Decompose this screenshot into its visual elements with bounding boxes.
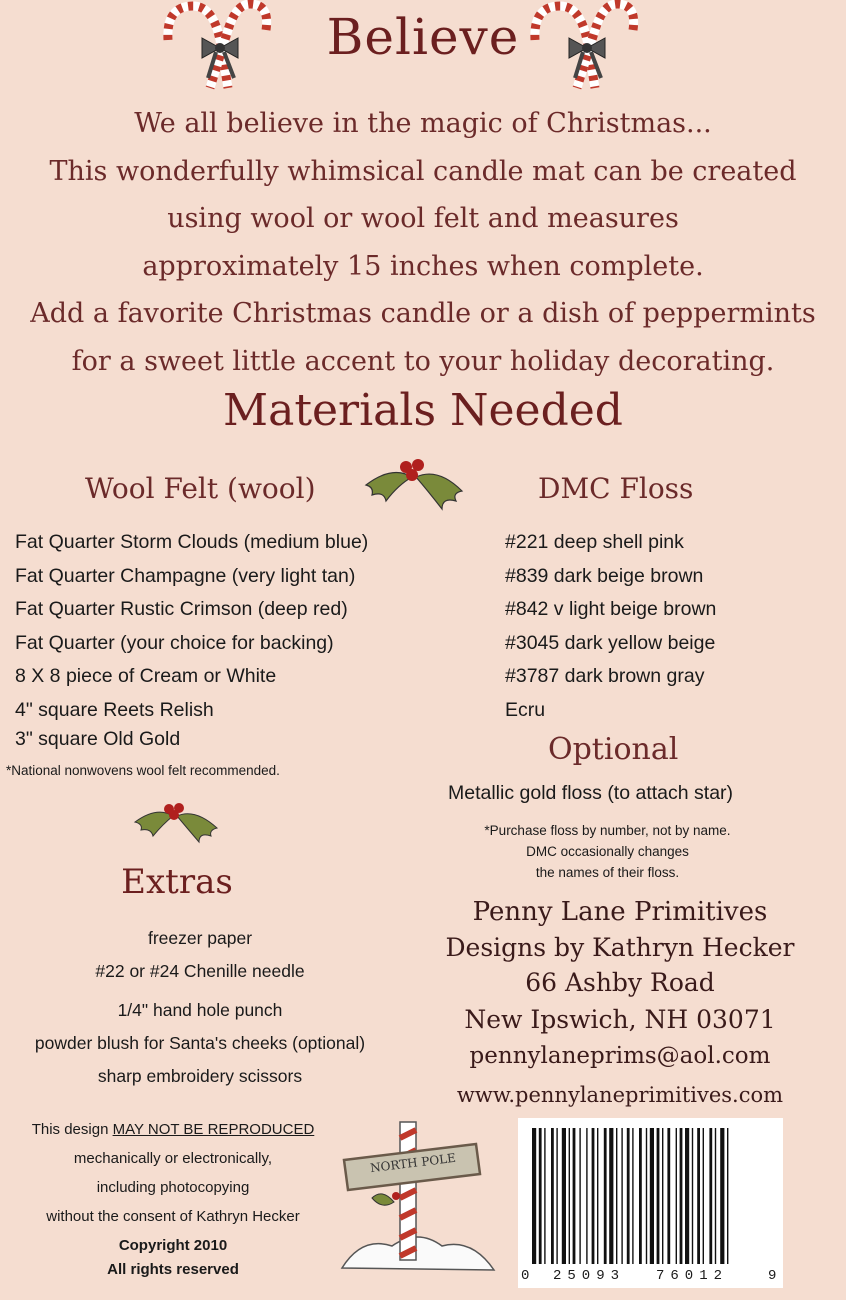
- legal-line: without the consent of Kathryn Hecker: [46, 1208, 300, 1225]
- barcode-bar: [709, 1128, 712, 1264]
- designer-name: Designs by Kathryn Hecker: [445, 933, 795, 962]
- city-address: New Ipswich, NH 03071: [464, 1005, 776, 1034]
- barcode-bar: [551, 1128, 554, 1264]
- holly-small-icon: [133, 800, 219, 846]
- list-item: Fat Quarter (your choice for backing): [15, 631, 334, 654]
- list-item: Fat Quarter Champagne (very light tan): [15, 564, 356, 587]
- optional-note: [455, 820, 760, 883]
- barcode-bar: [569, 1128, 570, 1264]
- barcode-bar: [650, 1128, 654, 1264]
- barcode: [518, 1118, 783, 1288]
- list-item: 1/4" hand hole punch: [117, 1000, 283, 1020]
- north-pole-illustration: [322, 1118, 498, 1282]
- materials-heading: Materials Needed: [223, 385, 623, 436]
- dmc-floss-list: [505, 526, 716, 727]
- note-line: the names of their floss.: [535, 865, 680, 880]
- list-item: Fat Quarter Storm Clouds (medium blue): [15, 531, 369, 553]
- optional-item: Metallic gold floss (to attach star): [448, 782, 734, 804]
- intro-line: approximately 15 inches when complete.: [142, 250, 704, 282]
- wool-felt-heading: Wool Felt (wool): [85, 472, 316, 505]
- street-address: 66 Ashby Road: [525, 968, 715, 997]
- page-title: Believe: [326, 8, 520, 66]
- barcode-bar: [627, 1128, 630, 1264]
- legal-line: including photocopying: [96, 1179, 250, 1196]
- barcode-group-left: 25093: [553, 1268, 626, 1284]
- barcode-digit-last: 9: [768, 1268, 777, 1284]
- list-item: #3045 dark yellow beige: [505, 631, 716, 654]
- barcode-group-right: 76012: [656, 1268, 729, 1284]
- extras-heading: Extras: [121, 862, 233, 902]
- barcode-bar: [539, 1128, 542, 1264]
- list-item: #3787 dark brown gray: [505, 665, 705, 687]
- barcode-bar: [720, 1128, 724, 1264]
- legal-emphasis: MAY NOT BE REPRODUCED: [112, 1121, 315, 1138]
- barcode-bar: [657, 1128, 660, 1264]
- barcode-bar: [621, 1128, 622, 1264]
- dmc-floss-heading: DMC Floss: [538, 472, 694, 505]
- barcode-bar: [573, 1128, 576, 1264]
- intro-line: for a sweet little accent to your holiday decorating.: [71, 345, 775, 377]
- barcode-bar: [592, 1128, 595, 1264]
- barcode-bar: [697, 1128, 700, 1264]
- list-item: Ecru: [505, 698, 546, 721]
- barcode-bar: [597, 1128, 598, 1264]
- intro-line: using wool or wool felt and measures: [167, 203, 679, 234]
- wool-felt-note: *National nonwovens wool felt recommended.: [6, 763, 280, 778]
- optional-heading: Optional: [548, 732, 679, 767]
- barcode-bar: [692, 1128, 693, 1264]
- email-link[interactable]: pennylaneprims@aol.com: [469, 1043, 771, 1069]
- list-item: 3" square Old Gold: [15, 728, 181, 750]
- copyright: Copyright 2010: [118, 1237, 228, 1254]
- barcode-bar: [727, 1128, 728, 1264]
- website-link[interactable]: www.pennylaneprimitives.com: [456, 1083, 784, 1107]
- list-item: Fat Quarter Rustic Crimson (deep red): [15, 598, 348, 620]
- barcode-bar: [646, 1128, 647, 1264]
- barcode-bar: [703, 1128, 704, 1264]
- barcode-bar: [562, 1128, 566, 1264]
- barcode-bar: [680, 1128, 683, 1264]
- contact-block: [430, 895, 810, 1113]
- list-item: #842 v light beige brown: [505, 598, 717, 620]
- holly-icon: [362, 455, 466, 517]
- note-line: DMC occasionally changes: [526, 844, 689, 859]
- barcode-bar: [532, 1128, 536, 1264]
- list-item: #22 or #24 Chenille needle: [95, 961, 305, 981]
- list-item: freezer paper: [147, 928, 253, 948]
- barcode-bar: [579, 1128, 580, 1264]
- intro-text: [0, 100, 846, 385]
- barcode-bars: [518, 1118, 783, 1268]
- rights: All rights reserved: [107, 1261, 239, 1278]
- barcode-bar: [604, 1128, 607, 1264]
- barcode-bar: [639, 1128, 642, 1264]
- legal-line: mechanically or electronically,: [73, 1150, 273, 1167]
- barcode-bar: [586, 1128, 587, 1264]
- barcode-bar: [715, 1128, 716, 1264]
- extras-list: [0, 922, 400, 1093]
- barcode-bar: [556, 1128, 557, 1264]
- list-item: sharp embroidery scissors: [97, 1066, 303, 1086]
- list-item: #221 deep shell pink: [505, 531, 684, 553]
- list-item: 8 X 8 piece of Cream or White: [15, 665, 277, 687]
- barcode-digit-first: 0: [521, 1268, 530, 1284]
- north-pole-sign-label: NORTH POLE: [369, 1150, 457, 1176]
- intro-line: Add a favorite Christmas candle or a dish of peppermints: [30, 298, 816, 329]
- north-pole-post-icon: [322, 1118, 498, 1282]
- legal-notice: [0, 1115, 346, 1284]
- barcode-bar: [632, 1128, 633, 1264]
- barcode-bar: [616, 1128, 617, 1264]
- legal-line: [0, 1115, 346, 1144]
- barcode-bar: [667, 1128, 670, 1264]
- barcode-bar: [662, 1128, 663, 1264]
- list-item: #839 dark beige brown: [505, 564, 704, 587]
- wool-felt-list: [15, 526, 368, 751]
- legal-prefix: This design: [31, 1121, 113, 1138]
- list-item: 4" square Reets Relish: [15, 698, 214, 721]
- barcode-bar: [544, 1128, 545, 1264]
- list-item: powder blush for Santa's cheeks (optional): [34, 1033, 366, 1053]
- barcode-bar: [609, 1128, 613, 1264]
- intro-line: We all believe in the magic of Christmas...: [134, 108, 712, 139]
- barcode-bar: [676, 1128, 677, 1264]
- intro-line: This wonderfully whimsical candle mat can be created: [49, 155, 797, 187]
- barcode-bar: [685, 1128, 689, 1264]
- note-line: *Purchase floss by number, not by name.: [484, 823, 731, 838]
- company-name: Penny Lane Primitives: [472, 897, 768, 927]
